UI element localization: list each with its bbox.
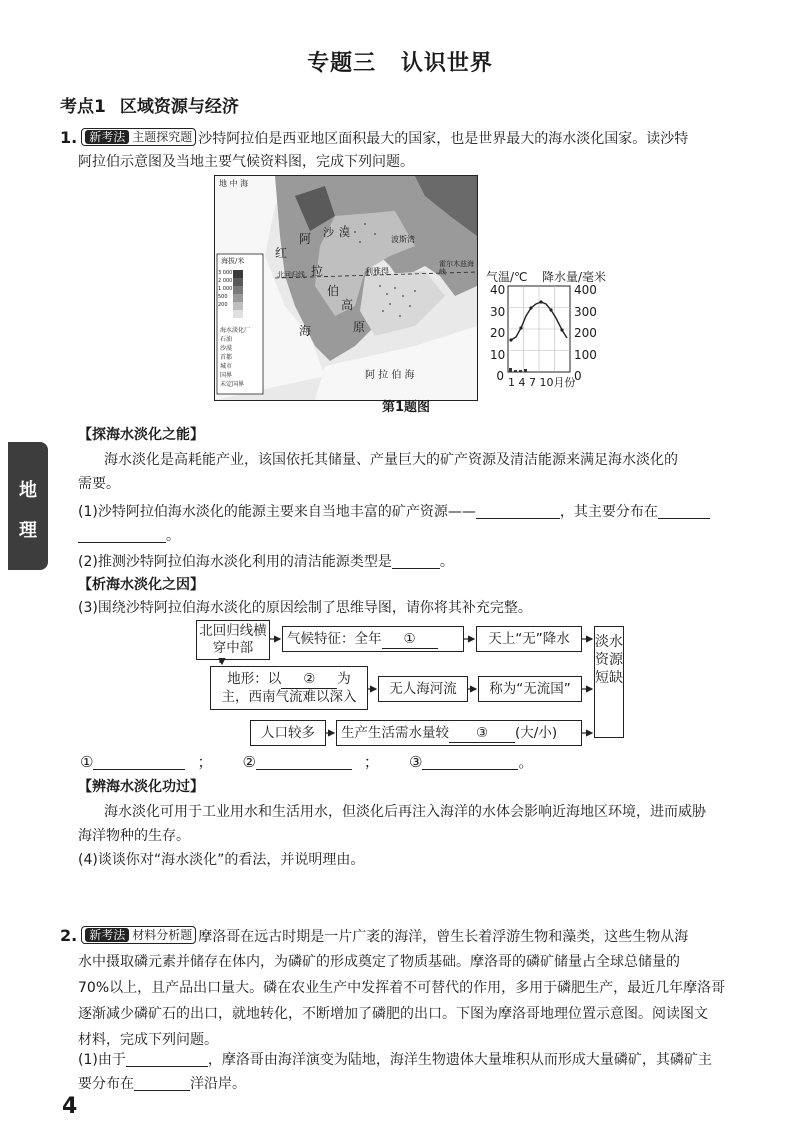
map-label-hurmuz: 霍尔木兹海峡 xyxy=(439,260,474,276)
title-part2: 认识世界 xyxy=(400,51,493,76)
q1-1-text-c: 。 xyxy=(166,528,180,544)
temp-tick: 20 xyxy=(490,326,506,340)
q1-intro-line1: 沙特阿拉伯是西亚地区面积最大的国家，也是世界最大的海水淡化国家。读沙特 xyxy=(198,131,689,147)
q2-1-text-a: (1)由于 xyxy=(78,1052,126,1068)
q2-line2: 水中摄取磷元素并储存在体内，为磷矿的形成奠定了物质基础。摩洛哥的磷矿储量占全球总储量的 xyxy=(78,954,680,970)
q1-intro-line2: 阿拉伯示意图及当地主要气候资料图，完成下列问题。 xyxy=(78,154,414,170)
sub1-para-line2: 需要。 xyxy=(78,476,120,492)
legend-item: 国界 xyxy=(220,372,233,379)
sub1-heading: 【探海水淡化之能】 xyxy=(78,427,204,443)
q2-1 xyxy=(78,1048,758,1072)
legend-item: 城市 xyxy=(220,363,233,370)
q2-1-blank-2[interactable] xyxy=(134,1074,190,1091)
legend-item: 石油 xyxy=(220,336,233,343)
q2-line3: 70%以上，且产品出口量大。磷在农业生产中发挥着不可替代的作用，多用于磷肥生产，最近几年摩洛哥 xyxy=(78,980,726,996)
mm-blank-1[interactable]: ① xyxy=(382,631,438,649)
map-label-a2: 拉 xyxy=(311,264,324,278)
precip-tick: 200 xyxy=(574,326,597,340)
q1-2-text-b: 。 xyxy=(439,554,454,570)
q1-tag-dark: 新考法 xyxy=(85,130,129,144)
month-label: 1 4 7 10月份 xyxy=(508,376,576,389)
section-label: 考点1 xyxy=(60,97,106,117)
legend-val: 3 000 xyxy=(218,270,233,276)
mm-box-no-flow: 称为“无流国” xyxy=(478,676,582,702)
q1-1-text-b: ，其主要分布在 xyxy=(559,504,658,520)
sub3-para-line2: 海洋物种的生存。 xyxy=(78,828,190,844)
q1-tag-light: 主题探究题 xyxy=(132,130,193,144)
page-number: 4 xyxy=(62,1094,78,1119)
answer-blank-2[interactable] xyxy=(256,753,352,770)
precip-tick: 100 xyxy=(574,347,597,362)
title-part1: 专题三 xyxy=(307,51,377,76)
answer-end: 。 xyxy=(518,753,534,771)
map-label-a3: 伯 xyxy=(327,284,340,298)
q2-tag-dark: 新考法 xyxy=(85,928,129,942)
figure-caption: 第1题图 xyxy=(382,400,431,415)
answer-label-1: ① xyxy=(80,753,94,771)
precip-tick: 400 xyxy=(574,283,597,297)
legend-item: 未定国界 xyxy=(220,381,245,388)
map-label-mediterranean: 地 中 海 xyxy=(219,179,249,188)
mm-blank-3[interactable]: ③ xyxy=(449,725,515,743)
map-label-arabian-sea: 阿 拉 伯 海 xyxy=(365,370,415,381)
mm-terrain-text-a: 地形：以 xyxy=(227,671,282,687)
legend-val: 200 xyxy=(218,302,228,308)
side-tab-char2: 理 xyxy=(19,520,37,541)
q1-4: (4)谈谈你对“海水淡化”的看法，并说明理由。 xyxy=(78,852,365,868)
q2-1-text-d: 洋沿岸。 xyxy=(190,1076,246,1092)
answer-label-3: ③ xyxy=(408,753,423,771)
map-label-riyadh: 利雅得 xyxy=(365,267,389,276)
q1-number: 1. xyxy=(60,128,78,147)
mm-demand-text: 生产生活需水量较 xyxy=(341,725,449,741)
mm-box-no-river: 无人海河流 xyxy=(378,676,468,702)
q2-1-text-c: 要分布在 xyxy=(78,1076,134,1092)
sub3-heading: 【辨海水淡化功过】 xyxy=(78,779,204,795)
map-label-sea: 海 xyxy=(299,324,312,338)
q1-3: (3)围绕沙特阿拉伯海水淡化的原因绘制了思维导图，请你将其补充完整。 xyxy=(78,600,532,616)
q1-1-text-a: (1)沙特阿拉伯海水淡化的能源主要来自当地丰富的矿产资源—— xyxy=(78,504,476,520)
precip-tick: 0 xyxy=(574,369,582,383)
q1-2-text-a: (2)推测沙特阿拉伯海水淡化利用的清洁能源类型是 xyxy=(78,554,392,570)
answer-sep-1: ； xyxy=(197,753,213,771)
legend-item: 海水淡化厂 xyxy=(220,327,251,334)
map-label-gulf: 波斯湾 xyxy=(391,235,415,244)
mm-blank-2[interactable]: ② xyxy=(281,671,337,689)
temp-tick: 0 xyxy=(496,369,504,383)
map-label-tropic: 北回归线 xyxy=(277,271,305,279)
q2-tag xyxy=(81,926,196,944)
sub3-para-line1: 海水淡化可用于工业用水和生活用水，但淡化后再注入海洋的水体会影响近海地区环境，进而威胁 xyxy=(104,804,706,820)
legend-title: 海拔/米 xyxy=(221,257,245,265)
sub2-heading: 【析海水淡化之因】 xyxy=(78,577,204,593)
legend-val: 1 000 xyxy=(218,286,233,292)
q2-1-blank-1[interactable] xyxy=(126,1050,208,1067)
mm-box-shortage: 淡水资源短缺 xyxy=(594,626,624,738)
q2-line5: 材料，完成下列问题。 xyxy=(78,1032,218,1048)
temp-tick: 40 xyxy=(490,283,506,297)
mm-climate-text: 气候特征：全年 xyxy=(287,631,382,647)
mm-demand-hint: (大/小) xyxy=(515,725,558,741)
answer-blank-3[interactable] xyxy=(422,753,518,770)
precip-label: 降水量/毫米 xyxy=(542,270,607,284)
mm-box-tropic: 北回归线横穿中部 xyxy=(196,620,270,660)
temp-tick: 30 xyxy=(490,304,506,319)
map-label-desert: 漠 xyxy=(339,226,350,239)
q2-line1: 摩洛哥在远古时期是一片广袤的海洋，曾生长着浮游生物和藻类，这些生物从海 xyxy=(198,929,689,945)
precip-tick: 300 xyxy=(574,304,597,319)
side-tab-char1: 地 xyxy=(19,480,37,501)
q2-1-cont xyxy=(78,1072,246,1096)
mm-box-population: 人口较多 xyxy=(250,720,326,746)
legend-item: 沙漠 xyxy=(220,345,233,352)
temp-tick: 10 xyxy=(490,347,506,362)
temp-label: 气温/℃ xyxy=(486,270,528,284)
answer-label-2: ② xyxy=(242,753,256,771)
map-label-plateau2: 原 xyxy=(353,320,366,334)
map-label-red: 红 xyxy=(275,246,288,260)
section-name: 区域资源与经济 xyxy=(119,97,239,117)
map-label-plateau1: 高 xyxy=(341,298,354,312)
sub1-para-line1: 海水淡化是高耗能产业，该国依托其储量、产量巨大的矿产资源及清洁能源来满足海水淡化的 xyxy=(104,452,678,468)
q2-line4: 逐渐减少磷矿石的出口，就地转化，不断增加了磷肥的出口。下图为摩洛哥地理位置示意图。阅读图文 xyxy=(78,1006,708,1022)
map-label-sand: 沙 xyxy=(323,226,334,239)
mm-answer-row xyxy=(80,750,533,774)
q2-tag-light: 材料分析题 xyxy=(132,928,193,942)
map-label-a1: 阿 xyxy=(299,232,312,246)
mm-box-no-rain: 天上“无”降水 xyxy=(476,626,582,652)
mm-terrain-line2: 主，西南气流难以深入 xyxy=(221,689,357,705)
legend-val: 2 000 xyxy=(218,278,233,284)
q2-intro xyxy=(60,924,760,949)
mm-terrain-text-c: 为 xyxy=(337,671,351,687)
answer-blank-1[interactable] xyxy=(93,753,185,770)
legend-val: 500 xyxy=(218,294,228,300)
q2-1-text-b: ，摩洛哥由海洋演变为陆地，海洋生物遗体大量堆积从而形成大量磷矿，其磷矿主 xyxy=(207,1052,712,1068)
legend-item: 首都 xyxy=(220,354,233,361)
answer-sep-2: ； xyxy=(363,753,379,771)
q2-number: 2. xyxy=(60,926,78,945)
